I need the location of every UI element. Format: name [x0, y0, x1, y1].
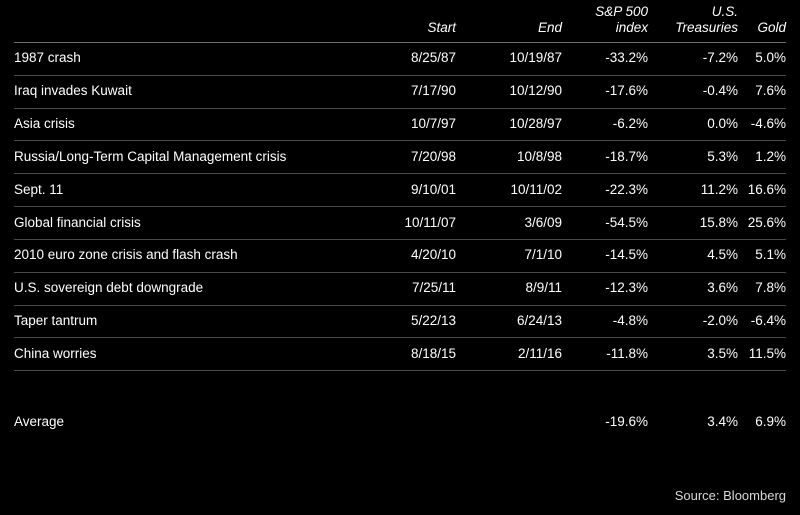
- cell-start: 10/11/07: [348, 207, 456, 240]
- cell-event: Asia crisis: [14, 108, 348, 141]
- cell-average-gold: 6.9%: [755, 414, 786, 430]
- cell-gold: -6.4%: [738, 305, 786, 338]
- table-average-row: [14, 405, 786, 436]
- cell-end: 6/24/13: [456, 305, 562, 338]
- cell-event: U.S. sovereign debt downgrade: [14, 272, 348, 305]
- cell-gold: 25.6%: [738, 207, 786, 240]
- spacer-cell: [348, 371, 456, 406]
- cell-start: 5/22/13: [348, 305, 456, 338]
- spacer-cell: [562, 371, 648, 406]
- cell-start: 4/20/10: [348, 239, 456, 272]
- cell-treasuries: -0.4%: [648, 75, 738, 108]
- column-header-treasuries-line1: U.S.: [711, 4, 738, 19]
- table-row: [14, 42, 786, 75]
- cell-end: 10/19/87: [456, 42, 562, 75]
- column-header-sp500-line1: S&P 500: [595, 4, 648, 19]
- cell-gold: -4.6%: [738, 108, 786, 141]
- cell-sp500: -54.5%: [562, 207, 648, 240]
- cell-gold: 5.0%: [738, 42, 786, 75]
- cell-sp500: -12.3%: [562, 272, 648, 305]
- cell-event: 2010 euro zone crisis and flash crash: [14, 239, 348, 272]
- cell-sp500: -33.2%: [562, 42, 648, 75]
- cell-event: Iraq invades Kuwait: [14, 75, 348, 108]
- cell-gold: 11.5%: [738, 338, 786, 371]
- table-row: [14, 108, 786, 141]
- cell-end: 3/6/09: [456, 207, 562, 240]
- cell-end: 10/28/97: [456, 108, 562, 141]
- column-header-sp500-line2: index: [615, 19, 648, 35]
- cell-treasuries: 11.2%: [648, 174, 738, 207]
- cell-end: 8/9/11: [456, 272, 562, 305]
- table-body: [14, 42, 786, 436]
- cell-sp500: -6.2%: [562, 108, 648, 141]
- spacer-cell: [648, 371, 738, 406]
- table-row: [14, 338, 786, 371]
- cell-sp500: -18.7%: [562, 141, 648, 174]
- column-header-gold: Gold: [738, 4, 786, 42]
- cell-average-start: [348, 405, 456, 436]
- cell-end: 10/8/98: [456, 141, 562, 174]
- table-row: [14, 272, 786, 305]
- table-row: [14, 174, 786, 207]
- cell-treasuries: 0.0%: [648, 108, 738, 141]
- cell-event: Global financial crisis: [14, 207, 348, 240]
- column-header-treasuries: [648, 4, 738, 42]
- cell-gold: 1.2%: [738, 141, 786, 174]
- cell-start: 10/7/97: [348, 108, 456, 141]
- column-header-event: [14, 4, 348, 42]
- crisis-performance-table: [14, 4, 786, 436]
- table-row: [14, 75, 786, 108]
- table-header-row: [14, 4, 786, 42]
- cell-treasuries: 4.5%: [648, 239, 738, 272]
- cell-gold: 7.6%: [738, 75, 786, 108]
- cell-start: 7/25/11: [348, 272, 456, 305]
- cell-sp500: -4.8%: [562, 305, 648, 338]
- cell-event: Russia/Long-Term Capital Management crisis: [14, 141, 348, 174]
- spacer-cell: [14, 371, 348, 406]
- column-header-start: Start: [348, 4, 456, 42]
- table-row: [14, 239, 786, 272]
- cell-treasuries: -2.0%: [648, 305, 738, 338]
- table-row: [14, 207, 786, 240]
- table-row: [14, 305, 786, 338]
- cell-end: 10/11/02: [456, 174, 562, 207]
- spacer-cell: [738, 371, 786, 406]
- cell-treasuries: 3.5%: [648, 338, 738, 371]
- cell-start: 7/20/98: [348, 141, 456, 174]
- cell-event: China worries: [14, 338, 348, 371]
- cell-sp500: -11.8%: [562, 338, 648, 371]
- cell-start: 8/25/87: [348, 42, 456, 75]
- table-spacer-row: [14, 371, 786, 406]
- cell-average-label: Average: [14, 414, 65, 430]
- cell-treasuries: -7.2%: [648, 42, 738, 75]
- cell-event: Taper tantrum: [14, 305, 348, 338]
- column-header-end: End: [456, 4, 562, 42]
- cell-sp500: -17.6%: [562, 75, 648, 108]
- cell-average-end: [456, 405, 562, 436]
- cell-gold: 5.1%: [738, 239, 786, 272]
- cell-average-treasuries: 3.4%: [707, 414, 738, 430]
- source-note: Source: Bloomberg: [674, 488, 786, 503]
- cell-start: 9/10/01: [348, 174, 456, 207]
- cell-treasuries: 5.3%: [648, 141, 738, 174]
- column-header-treasuries-line2: Treasuries: [675, 19, 738, 35]
- cell-start: 7/17/90: [348, 75, 456, 108]
- table-header: [14, 4, 786, 42]
- cell-end: 7/1/10: [456, 239, 562, 272]
- cell-treasuries: 15.8%: [648, 207, 738, 240]
- cell-sp500: -22.3%: [562, 174, 648, 207]
- cell-treasuries: 3.6%: [648, 272, 738, 305]
- table-row: [14, 141, 786, 174]
- cell-end: 2/11/16: [456, 338, 562, 371]
- column-header-sp500: [562, 4, 648, 42]
- spacer-cell: [456, 371, 562, 406]
- cell-start: 8/18/15: [348, 338, 456, 371]
- cell-event: Sept. 11: [14, 174, 348, 207]
- cell-average-sp500: -19.6%: [605, 414, 648, 430]
- cell-end: 10/12/90: [456, 75, 562, 108]
- cell-sp500: -14.5%: [562, 239, 648, 272]
- cell-gold: 7.8%: [738, 272, 786, 305]
- crisis-table-panel: [0, 4, 800, 515]
- cell-event: 1987 crash: [14, 42, 348, 75]
- cell-gold: 16.6%: [738, 174, 786, 207]
